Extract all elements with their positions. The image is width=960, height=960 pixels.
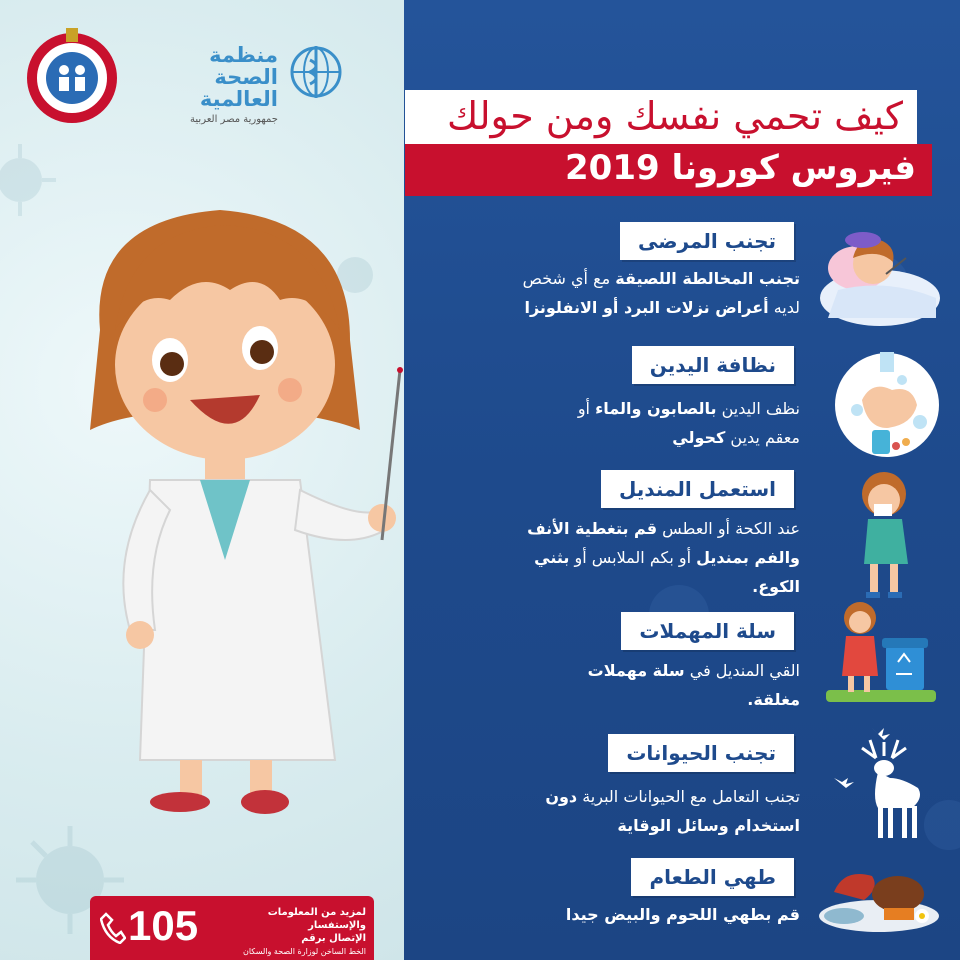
section-text-hand-hygiene: نظف اليدين بالصابون والماء أو معقم يدين كحولي: [577, 399, 800, 447]
ministry-of-health-logo: [22, 24, 122, 124]
who-line2: الصحة العالمية: [199, 65, 278, 111]
hotline-banner: [90, 896, 374, 960]
title-subbanner: [405, 144, 932, 196]
deer-and-bats-icon: [832, 718, 942, 848]
sick-girl-in-bed-icon: [818, 218, 942, 328]
who-emblem-icon: [284, 40, 348, 104]
section-heading-avoid-animals: تجنب الحيوانات: [608, 734, 794, 772]
who-line1: منظمة: [209, 43, 278, 67]
left-panel: [0, 0, 404, 960]
section-heading-hand-hygiene: نظافة اليدين: [632, 346, 794, 384]
page-title: كيف تحمي نفسك ومن حولك: [446, 94, 903, 138]
section-text-avoid-sick: تجنب المخالطة اللصيقة مع أي شخص لديه أعراض نزلات البرد أو الانفلونزا: [522, 269, 800, 317]
hotline-number[interactable]: 105: [128, 902, 199, 949]
who-country: جمهورية مصر العربية: [190, 114, 278, 125]
section-text-cook-food: قم بطهي اللحوم والبيض جيدا: [565, 905, 800, 924]
section-text-use-tissue: عند الكحة أو العطس قم بتغطية الأنف والفم بمنديل أو بكم الملابس أو بثني الكوع.: [527, 519, 800, 596]
who-name: [150, 44, 278, 125]
hotline-line1: لمزيد من المعلومات والإستفسار: [267, 907, 366, 931]
phone-icon: [100, 912, 126, 944]
page-subtitle: فيروس كورونا 2019: [565, 148, 916, 188]
section-heading-avoid-sick: تجنب المرضى: [620, 222, 794, 260]
section-text-trash-bin: القي المنديل في سلة مهملات مغلقة.: [587, 661, 800, 709]
girl-trash-bin-icon: [826, 596, 936, 706]
hand-washing-icon: [832, 350, 942, 460]
doctor-girl-illustration: [60, 180, 420, 830]
cooked-food-icon: [814, 858, 944, 938]
section-heading-use-tissue: استعمل المنديل: [601, 470, 794, 508]
hotline-line3: الخط الساخن لوزارة الصحة والسكان: [242, 947, 366, 956]
girl-sneezing-icon: [846, 464, 926, 604]
hotline-text: [236, 906, 366, 958]
section-heading-cook-food: طهي الطعام: [631, 858, 794, 896]
section-text-avoid-animals: تجنب التعامل مع الحيوانات البرية دون استخدام وسائل الوقاية: [545, 787, 800, 835]
section-heading-trash-bin: سلة المهملات: [621, 612, 794, 650]
hotline-line2: الإتصال برقم: [301, 933, 366, 944]
virus-bg-icon: [0, 140, 60, 220]
